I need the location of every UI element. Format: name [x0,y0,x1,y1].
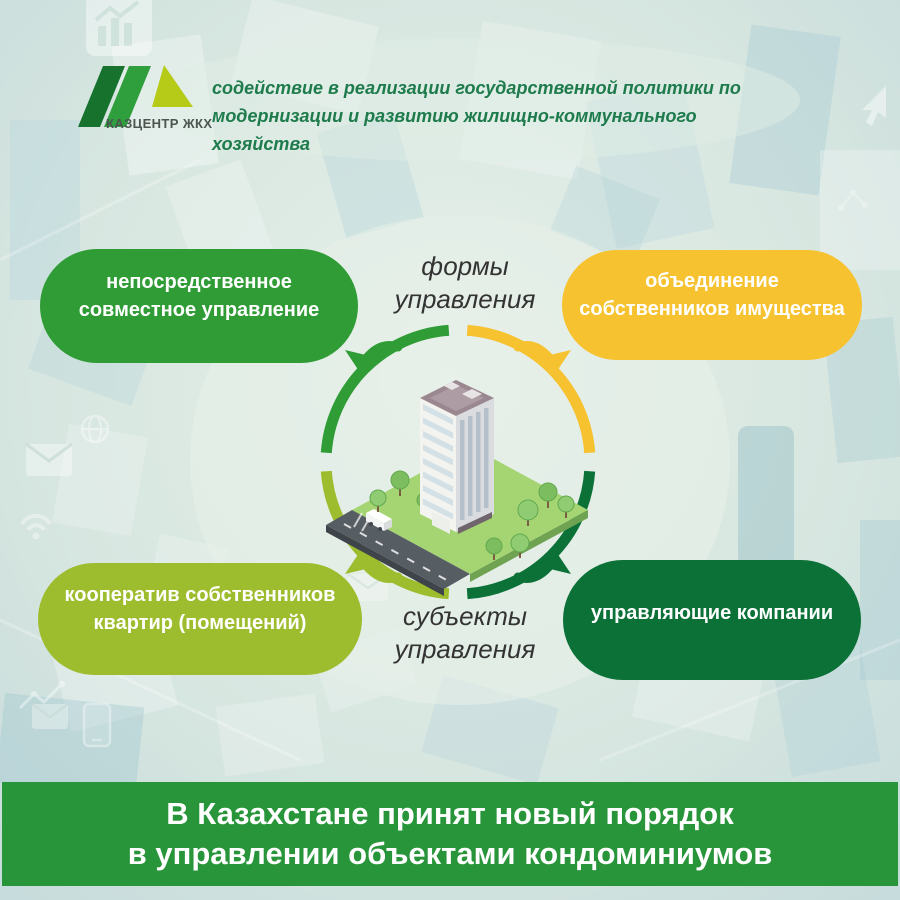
pill-management-companies [563,560,861,680]
logo-roof-lime [152,65,193,107]
headline-banner [2,782,898,886]
tagline-line2: модернизации и развитию жилищно-коммунального хозяйства [212,106,697,154]
pill-label-line: совместное управление [78,299,320,321]
pill-direct-joint-management [40,249,358,363]
pill-label-line: собственников имущества [579,298,845,320]
label-line: управления [394,634,536,664]
pill-label-line: квартир (помещений) [93,612,307,634]
pill-label-line: непосредственное [106,271,292,293]
tower [420,380,494,534]
label-line: управления [394,284,536,314]
label-line: субъекты [402,601,527,631]
logo-text: КАЗЦЕНТР ЖКХ [106,116,213,131]
headline-line1: В Казахстане принят новый порядок [166,796,734,831]
label-management-subjects [345,600,585,666]
pill-label-line: кооператив собственников [64,584,336,606]
label-management-forms [345,250,585,316]
tagline-line1: содействие в реализации государственной политики по [212,78,741,98]
label-line: формы [421,251,509,281]
headline-line2: в управлении объектами кондоминиумов [127,836,773,871]
pill-label-line: управляющие компании [590,602,834,624]
pill-property-owners-association [562,250,862,360]
pill-apartment-owners-cooperative [38,563,362,675]
pill-label-line: объединение [645,270,779,292]
tagline [212,74,772,158]
